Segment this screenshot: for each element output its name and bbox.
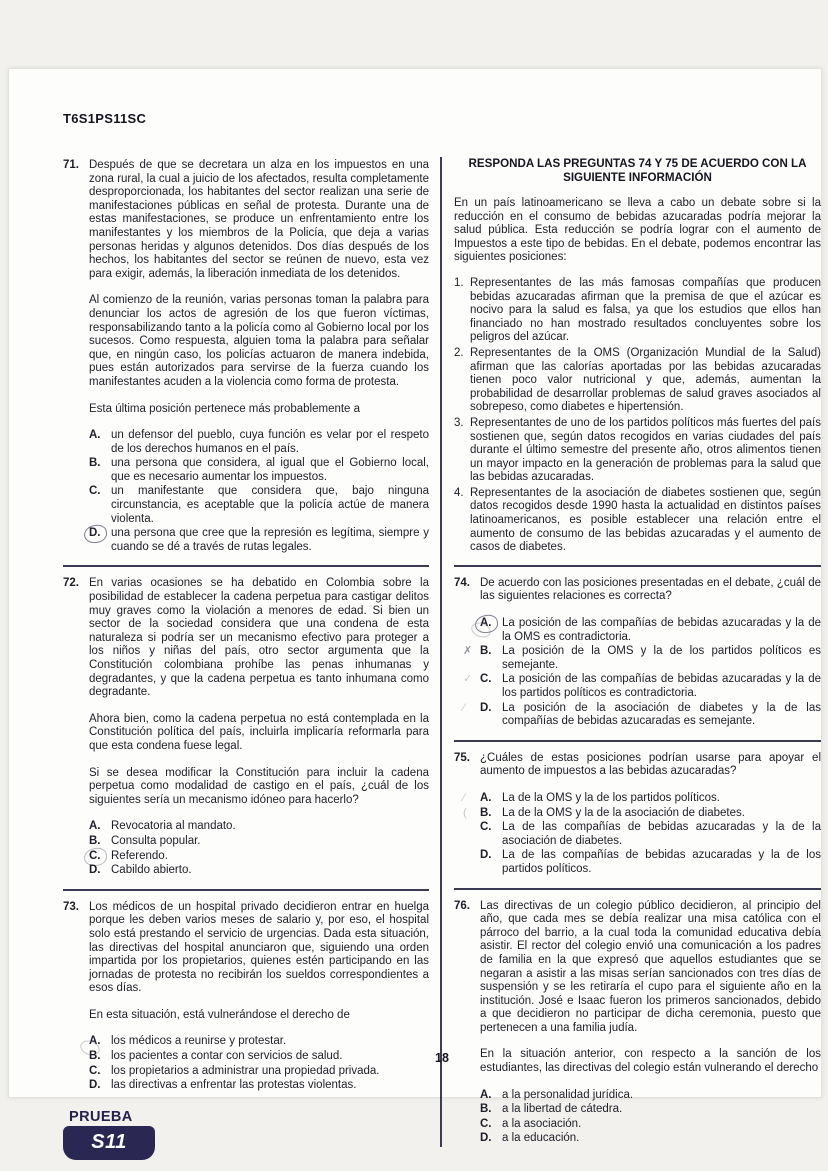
question-paragraph: Después de que se decretara un alza en los impuestos en una zona rural, la cual a juicio de los afectados, resulta completamente desproporcionada, los habitantes del sector realizan una serie de manifestaciones públicas en señal de protesta. Durante una de estas manifestaciones, se produce un enfrentamiento entre los manifestantes y los miembros de la Policía, que deja a varias personas heridas y algunos detenidos. Dos días después de los hechos, los habitantes del sector se reúnen de nuevo, esta vez para exigir, además, la liberación inmediata de los detenidos. [89,159,429,280]
position-text: Representantes de las más famosas compañías que producen bebidas azucaradas afirman que la premisa de que el azúcar es nocivo para la salud es falsa, ya que los estudios que ellos han financiado no han mostrado resultados concluyentes sobre los peligros del azúcar. [470,276,821,344]
option-text: los pacientes a contar con servicios de salud. [111,1050,343,1063]
option-text: a la asociación. [502,1117,582,1130]
option-letter: A. [89,1035,111,1049]
form-code: T6S1PS11SC [63,111,147,126]
question-number: 76. [454,899,470,912]
stimulus-intro: En un país latinoamericano se lleva a cabo un debate sobre si la reducción en el consumo de bebidas azucaradas podría mejorar la salud pública. Esta reducción se podría lograr con el aumento de Impuestos a este tipo de bebidas. En el debate, podemos encontrar las siguientes posiciones: [454,197,821,264]
scanned-exam-page [8,68,822,1154]
question-prompt: Si se desea modificar la Constitución para incluir la cadena perpetua como modalidad de castigo en el país, ¿cuál de los siguientes sería un mecanismo idóneo para hacerlo? [89,766,429,806]
question-number: 72. [63,577,79,590]
option-text: una persona que considera, al igual que el Gobierno local, que es necesario aumentar los impuestos. [111,457,429,483]
option-text: a la personalidad jurídica. [502,1088,634,1101]
option-letter: C. [480,1117,492,1130]
option-c [89,850,429,864]
option-text: los médicos a reunirse y protestar. [111,1035,287,1048]
option-letter: C. [89,485,101,498]
option-a [463,791,821,806]
question-71 [63,159,429,555]
option-text: La de las compañías de bebidas azucaradas y la de los partidos políticos. [502,849,821,875]
prueba-badge-label: PRUEBA [69,1108,133,1125]
pencil-paren-mark: ( [463,806,467,819]
position-number: 4. [454,486,464,499]
question-76 [454,900,821,1148]
option-text: Referendo. [111,849,168,862]
option-text: Revocatoria al mandato. [111,820,236,833]
position-number: 3. [454,416,464,429]
pencil-slash-mark: ∕ [463,701,465,714]
question-72 [63,577,429,878]
option-b [89,835,429,849]
option-b [89,1050,429,1064]
option-text: una persona que cree que la represión es legítima, siempre y cuando se dé a través de rutas legales. [111,527,429,553]
position-item-2 [454,347,821,415]
question-separator [454,740,821,742]
pencil-x-mark: ✗ [463,645,473,658]
option-text: La de las compañías de bebidas azucaradas y la de la asociación de diabetes. [502,821,821,847]
option-text: La posición de las compañías de bebidas azucaradas y la de los partidos políticos es contradictoria. [502,673,821,699]
option-b [480,1103,821,1117]
option-letter: B. ( [463,806,492,819]
question-number: 71. [63,159,79,171]
option-a [89,1035,429,1049]
option-text: La posición de la OMS y la de los partidos políticos es semejante. [502,645,821,671]
position-text: Representantes de la OMS (Organización Mundial de la Salud) afirman que las calorías aportadas por las bebidas azucaradas tienen poco valor nutricional y que, además, aumentan la probabilidad de desarrollar problemas de salud graves asociados al sobrepeso, como diabetes e hipertensión. [470,346,821,414]
pencil-check-mark: ✓ [463,673,473,686]
option-text: las directivas a enfrentar las protestas violentas. [111,1079,357,1092]
question-paragraph: Ahora bien, como la cadena perpetua no está contemplada en la Constitución política del país, incluirla implicaría reformarla para que esta condena fuese legal. [89,712,429,752]
option-letter: D. [480,849,492,862]
option-b [89,457,429,484]
option-text: La de la OMS y la de los partidos políticos. [502,791,720,804]
option-letter: C. ✓ [463,673,492,686]
question-prompt: En la situación anterior, con respecto a la sanción de los estudiantes, las directivas del colegio están vulnerando el derecho [480,1048,821,1075]
option-letter: A. [89,429,101,442]
option-c [89,1065,429,1079]
option-text: Cabildo abierto. [111,864,192,877]
left-column [63,159,429,1160]
option-text: La posición de la asociación de diabetes y la de las compañías de bebidas azucaradas es semejante. [502,701,821,728]
option-letter: C. [89,850,111,864]
option-letter: D. [89,864,101,877]
option-letter: B. [89,1050,101,1063]
option-letter: C. [480,821,492,834]
page-number: 18 [435,1051,449,1065]
position-text: Representantes de uno de los partidos políticos más fuertes del país sostienen que, según datos recogidos en varias ciudades del país durante el último semestre del presente año, otros alimentos tienen un mayor impacto en la generación de problemas para la salud que las bebidas azucaradas. [470,416,821,484]
options-list [480,1089,821,1146]
option-text: La de la OMS y la de la asociación de diabetes. [502,806,745,819]
option-text: Consulta popular. [111,834,201,847]
question-separator [454,565,821,567]
question-prompt: ¿Cuáles de estas posiciones podrían usarse para apoyar el aumento de impuestos a las bebidas azucaradas? [480,751,821,778]
question-separator [63,889,429,891]
section-instruction-header: RESPONDA LAS PREGUNTAS 74 Y 75 DE ACUERDO CON LA SIGUIENTE INFORMACIÓN [468,157,807,184]
option-d [480,1132,821,1146]
question-73 [63,901,429,1094]
question-paragraph: Los médicos de un hospital privado decidieron entrar en huelga porque les deben varios meses de salario y, por eso, el hospital solo está prestando el servicio de urgencias. Dada esta situación, las directivas del hospital anunciaron que, siguiendo una orden impartida por los propietarios, quienes estén participando en las jornadas de protesta no recibirán los sueldos correspondientes a esos días. [89,900,429,995]
option-letter: D. [480,1132,492,1145]
option-a [480,617,821,644]
prueba-badge [63,1110,159,1160]
option-letter: A. [480,617,502,644]
option-letter: D. [89,1079,101,1092]
option-letter: A. ∕ [463,791,492,804]
question-number: 73. [63,900,79,913]
option-text: un defensor del pueblo, cuya función es velar por el respeto de los derechos humanos en el país. [111,429,429,455]
option-letter: D. [89,527,111,554]
option-letter: D. ∕ [463,701,492,714]
question-prompt: De acuerdo con las posiciones presentadas en el debate, ¿cuál de las siguientes relaciones es correcta? [480,576,821,603]
question-paragraph: Las directivas de un colegio público decidieron, al principio del año, que cada mes se debía realizar una misa católica con el párroco del barrio, a la cual toda la comunidad educativa debía asistir. El rector del colegio envió una comunicación a los padres de familia en la que expresó que aquellos estudiantes que se negaran a asistir a las misas serían sancionados con tres días de suspensión y se les retiraría el cupo para el siguiente año en la institución. José e Isaac fueron los primeros sancionados, debido a que decidieron no participar de dicha ceremonia, puesto que pertenecen a una familia judía. [480,899,821,1034]
option-letter: B. [480,1103,492,1116]
positions-list [454,277,821,555]
question-separator [63,565,429,567]
pencil-slash-mark: ∕ [463,791,465,804]
position-item-3 [454,417,821,485]
position-item-1 [454,277,821,345]
question-number: 75. [454,751,470,764]
question-prompt: Esta última posición pertenece más probablemente a [89,402,361,415]
option-a [480,1089,821,1103]
options-list [89,820,429,877]
option-a [89,820,429,834]
question-separator [454,888,821,890]
question-number: 74. [454,576,470,589]
right-column [440,157,821,1147]
option-c [463,673,821,700]
option-c [480,1118,821,1132]
option-text: a la libertad de cátedra. [502,1103,623,1116]
option-b [463,645,821,672]
option-letter: B. [89,834,101,847]
option-d [480,849,821,876]
option-b [463,806,821,821]
question-paragraph: En varias ocasiones se ha debatido en Colombia sobre la posibilidad de establecer la cadena perpetua para castigar delitos muy graves como la violación a menores de edad. Si bien un sector de la sociedad considera que una condena de esta naturaleza si podría ser un mecanismo efectivo para proteger a los niños y niñas del país, otro sector argumenta que la Constitución colombiana prohíbe las penas inhumanas y degradantes, y que la cadena perpetua es tanto inhumana como degradante. [89,577,429,699]
options-list [463,791,821,877]
option-text: un manifestante que considera que, bajo ninguna circunstancia, es aceptable que la policía actúe de manera violenta. [111,485,429,525]
option-letter: B. ✗ [463,645,492,658]
options-list [89,429,429,554]
option-text: los propietarios a administrar una propiedad privada. [111,1064,380,1077]
option-a [89,429,429,456]
position-number: 2. [454,346,464,359]
option-text: a la educación. [502,1132,580,1145]
options-list [463,617,821,729]
prueba-badge-code: S11 [91,1131,127,1154]
option-d [89,527,429,554]
position-number: 1. [454,276,464,289]
question-prompt: En esta situación, está vulnerándose el derecho de [89,1008,350,1021]
option-d [89,1079,429,1093]
option-letter: B. [89,457,101,470]
options-list [89,1035,429,1092]
prueba-badge-box [63,1126,155,1160]
option-c [89,485,429,526]
option-d [463,701,821,729]
question-paragraph: Al comienzo de la reunión, varias personas toman la palabra para denunciar los actos de agresión de los que fueron víctimas, responsabilizando tanto a la policía como al Gobierno local por los sucesos. Como respuesta, alguien toma la palabra para señalar que, en ningún caso, los policías actuaron de manera indebida, pues están autorizados para servirse de la fuerza cuando los manifestantes acuden a la violencia como forma de protesta. [89,294,429,388]
option-letter: A. [480,1088,492,1101]
option-c [480,821,821,848]
question-74 [454,577,821,730]
option-letter: C. [89,1064,101,1077]
option-letter: A. [89,820,101,833]
position-item-4 [454,487,821,555]
option-d [89,864,429,878]
question-75 [454,752,821,878]
option-text: La posición de las compañías de bebidas azucaradas y la de la OMS es contradictoria. [502,617,821,643]
position-text: Representantes de la asociación de diabetes sostienen que, según datos recogidos desde 1990 hasta la actualidad en distintos países latinoamericanos, es posible establecer una relación entre el aumento de consumo de las bebidas azucaradas y el aumento de casos de diabetes. [470,486,821,554]
